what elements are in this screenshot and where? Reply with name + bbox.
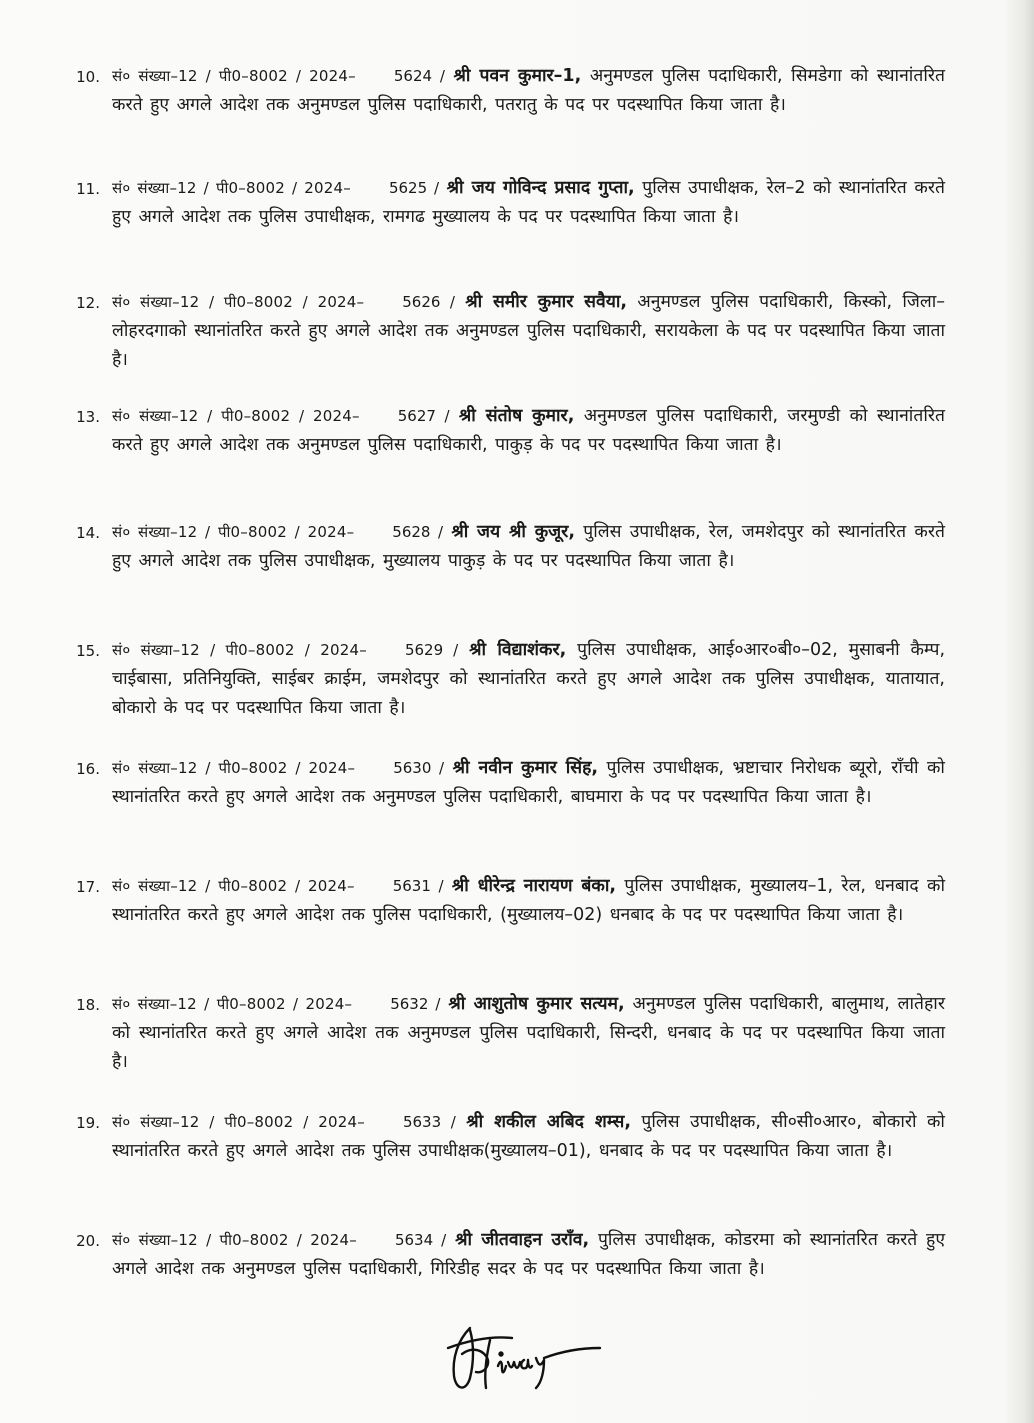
memo-number: 5628 /	[392, 523, 444, 541]
entry-number: 18.	[76, 996, 100, 1014]
entry-number: 19.	[76, 1114, 100, 1132]
reference-number: सं० संख्या–12 / पी0–8002 / 2024–	[112, 1231, 357, 1249]
reference-number: सं० संख्या–12 / पी0–8002 / 2024–	[112, 995, 353, 1013]
memo-number: 5630 /	[393, 759, 445, 777]
officer-name: श्री आशुतोष कुमार सत्यम,	[448, 994, 625, 1014]
reference-number: सं० संख्या–12 / पी0–8002 / 2024–	[112, 1113, 365, 1131]
entry-number: 20.	[76, 1232, 100, 1250]
entry-body	[112, 174, 945, 232]
officer-name: श्री धीरेन्द्र नारायण बंका,	[451, 876, 617, 896]
officer-name: श्री जीतवाहन उराँव,	[455, 1230, 590, 1250]
memo-number: 5626 /	[402, 293, 455, 311]
reference-number: सं० संख्या–12 / पी0–8002 / 2024–	[112, 293, 365, 311]
handwritten-signature	[440, 1318, 620, 1398]
entry-number: 10.	[76, 68, 100, 86]
officer-name: श्री समीर कुमार सवैया,	[465, 292, 628, 312]
order-text: अनुमण्डल पुलिस पदाधिकारी, सिमडेगा को स्थानांतरित करते हुए अगले आदेश तक अनुमण्डल पुलिस पदाधिकारी, पतरातु के पद पर पदस्थापित किया जाता है।	[112, 66, 945, 115]
entry-number: 12.	[76, 294, 100, 312]
order-text: अनुमण्डल पुलिस पदाधिकारी, बालुमाथ, लातेहार को स्थानांतरित करते हुए अगले आदेश तक अनुमण्डल पुलिस पदाधिकारी, सिन्दरी, धनबाद के पद पर पदस्थापित किया जाता है।	[112, 994, 945, 1072]
memo-number: 5631 /	[392, 877, 444, 895]
memo-number: 5632 /	[390, 995, 441, 1013]
reference-number: सं० संख्या–12 / पी0–8002 / 2024–	[112, 641, 367, 659]
order-text: पुलिस उपाधीक्षक, रेल–2 को स्थानांतरित करते हुए अगले आदेश तक पुलिस उपाधीक्षक, रामगढ मुख्यालय के पद पर पदस्थापित किया जाता है।	[112, 178, 945, 227]
entry-body	[112, 1226, 945, 1284]
officer-name: श्री जय श्री कुजूर,	[451, 522, 575, 542]
order-text: पुलिस उपाधीक्षक, सी०सी०आर०, बोकारो को स्थानांतरित करते हुए अगले आदेश तक पुलिस उपाधीक्षक(मुख्यालय–01), धनबाद के पद पर पदस्थापित किया जाता है।	[112, 1112, 945, 1161]
reference-number: सं० संख्या–12 / पी0–8002 / 2024–	[112, 179, 351, 197]
order-text: पुलिस उपाधीक्षक, कोडरमा को स्थानांतरित करते हुए अगले आदेश तक अनुमण्डल पुलिस पदाधिकारी, गिरिडीह सदर के पद पर पदस्थापित किया जाता है।	[112, 1230, 945, 1279]
order-text: अनुमण्डल पुलिस पदाधिकारी, जरमुण्डी को स्थानांतरित करते हुए अगले आदेश तक अनुमण्डल पुलिस पदाधिकारी, पाकुड़ के पद पर पदस्थापित किया जाता है।	[112, 406, 945, 455]
entry-number: 16.	[76, 760, 100, 778]
entry-number: 15.	[76, 642, 100, 660]
order-text: पुलिस उपाधीक्षक, आई०आर०बी०–02, मुसाबनी कैम्प, चाईबासा, प्रतिनियुक्ति, साईबर क्राईम, जमशेदपुर को स्थानांतरित करते हुए अगले आदेश तक पुलिस उपाधीक्षक, यातायात, बोकारो के पद पर पदस्थापित किया जाता है।	[112, 640, 946, 718]
order-text: पुलिस उपाधीक्षक, मुख्यालय–1, रेल, धनबाद को स्थानांतरित करते हुए अगले आदेश तक पुलिस पदाधिकारी, (मुख्यालय–02) धनबाद के पद पर पदस्थापित किया जाता है।	[112, 876, 945, 925]
memo-number: 5629 /	[404, 641, 459, 659]
entry-body	[112, 402, 945, 460]
officer-name: श्री नवीन कुमार सिंह,	[452, 758, 599, 778]
officer-name: श्री जय गोविन्द प्रसाद गुप्ता,	[446, 178, 635, 198]
reference-number: सं० संख्या–12 / पी0–8002 / 2024–	[112, 407, 360, 425]
entry-body	[112, 1108, 945, 1166]
memo-number: 5625 /	[388, 179, 440, 197]
reference-number: सं० संख्या–12 / पी0–8002 / 2024–	[112, 523, 355, 541]
memo-number: 5634 /	[394, 1231, 447, 1249]
memo-number: 5633 /	[402, 1113, 456, 1131]
order-text: अनुमण्डल पुलिस पदाधिकारी, किस्को, जिला–लोहरदगाको स्थानांतरित करते हुए अगले आदेश तक अनुमण्डल पुलिस पदाधिकारी, सरायकेला के पद पर पदस्थापित किया जाता है।	[112, 292, 945, 370]
entry-body	[112, 872, 945, 930]
officer-name: श्री विद्याशंकर,	[469, 640, 567, 660]
entry-number: 17.	[76, 878, 100, 896]
entry-body	[112, 754, 945, 812]
entry-number: 11.	[76, 180, 100, 198]
memo-number: 5627 /	[397, 407, 450, 425]
entry-body	[112, 62, 945, 120]
entry-number: 14.	[76, 524, 100, 542]
entry-body	[112, 636, 945, 723]
order-text: पुलिस उपाधीक्षक, भ्रष्टाचार निरोधक ब्यूरो, राँची को स्थानांतरित करते हुए अगले आदेश तक अनुमण्डल पुलिस पदाधिकारी, बाघमारा के पद पर पदस्थापित किया जाता है।	[112, 758, 945, 807]
entry-body	[112, 518, 945, 576]
reference-number: सं० संख्या–12 / पी0–8002 / 2024–	[112, 67, 356, 85]
officer-name: श्री पवन कुमार–1,	[453, 66, 582, 86]
officer-name: श्री संतोष कुमार,	[458, 406, 575, 426]
officer-name: श्री शकील अबिद शम्स,	[466, 1112, 631, 1132]
memo-number: 5624 /	[393, 67, 445, 85]
reference-number: सं० संख्या–12 / पी0–8002 / 2024–	[112, 759, 356, 777]
reference-number: सं० संख्या–12 / पी0–8002 / 2024–	[112, 877, 355, 895]
entry-body	[112, 990, 945, 1077]
order-text: पुलिस उपाधीक्षक, रेल, जमशेदपुर को स्थानांतरित करते हुए अगले आदेश तक पुलिस उपाधीक्षक, मुख्यालय पाकुड़ के पद पर पदस्थापित किया जाता है।	[112, 522, 945, 571]
entry-number: 13.	[76, 408, 100, 426]
entry-body	[112, 288, 945, 375]
